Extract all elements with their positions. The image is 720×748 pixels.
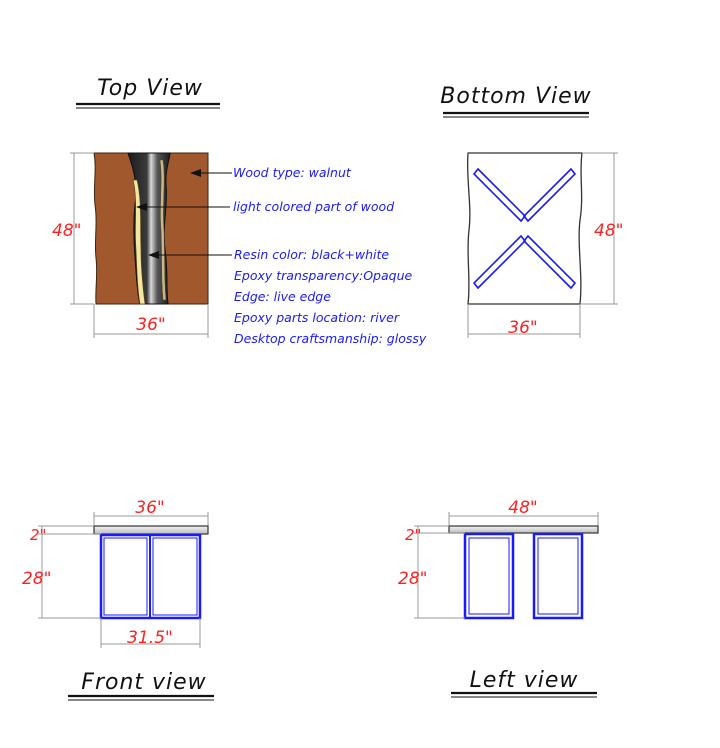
top-width-label: 36" xyxy=(136,315,166,335)
bottom-height-label: 48" xyxy=(594,221,624,241)
annotation-craftsmanship: Desktop craftsmanship: glossy xyxy=(234,331,427,346)
left-leg-inner xyxy=(538,538,578,614)
left-height-label: 28" xyxy=(398,569,428,589)
left-leg-frame xyxy=(534,534,582,618)
front-thickness-label: 2" xyxy=(30,526,47,544)
annotation-epoxy-location: Epoxy parts location: river xyxy=(234,310,399,325)
front-height-label: 28" xyxy=(22,569,52,589)
left-view xyxy=(398,498,598,697)
left-view-title: Left view xyxy=(469,668,579,693)
bottom-view xyxy=(440,84,623,338)
annotation-edge: Edge: live edge xyxy=(234,289,331,304)
top-view-tabletop xyxy=(94,153,208,304)
front-view xyxy=(22,498,214,700)
left-leg-frame xyxy=(465,534,513,618)
top-view-title: Top View xyxy=(97,76,203,101)
walnut-wood-right xyxy=(164,153,208,304)
annotation-wood-type: Wood type: walnut xyxy=(233,165,351,180)
bottom-width-label: 36" xyxy=(508,318,538,338)
annotation-epoxy-transparency: Epoxy transparency:Opaque xyxy=(234,268,413,283)
left-thickness-label: 2" xyxy=(405,526,422,544)
front-leg-inner xyxy=(104,538,147,615)
bottom-view-title: Bottom View xyxy=(440,84,592,109)
left-top-width-label: 48" xyxy=(508,498,538,518)
front-base-width-label: 31.5" xyxy=(127,628,173,648)
annotation-resin-color: Resin color: black+white xyxy=(234,247,390,262)
left-tabletop xyxy=(449,526,598,533)
front-leg-inner xyxy=(153,538,197,615)
annotation-light-wood: light colored part of wood xyxy=(233,199,395,214)
front-top-width-label: 36" xyxy=(135,498,165,518)
top-view xyxy=(52,76,427,346)
walnut-wood-left xyxy=(94,153,140,304)
left-leg-inner xyxy=(469,538,509,614)
front-view-title: Front view xyxy=(81,670,207,695)
top-height-label: 48" xyxy=(52,221,82,241)
front-tabletop xyxy=(94,526,208,534)
